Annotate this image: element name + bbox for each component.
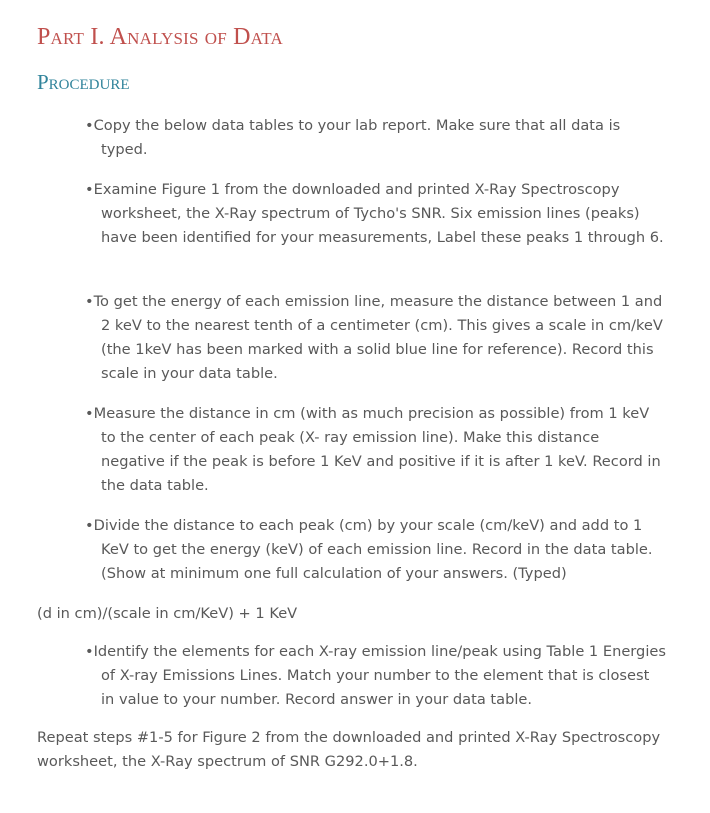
bullet: • [85, 181, 94, 198]
list-item [76, 402, 666, 498]
list-item [76, 178, 666, 250]
step-text: Copy the below data tables to your lab report. Make sure that all data is typed. [93, 117, 621, 158]
list-item [76, 114, 666, 162]
bullet: • [85, 517, 94, 534]
bullet: • [85, 117, 94, 134]
page-heading: Part I. Analysis of Data [37, 24, 283, 50]
bullet: • [85, 643, 94, 660]
step-text: Measure the distance in cm (with as much precision as possible) from 1 keV to the center of each peak (X- ray emission line). Make this distance negative if the peak is before 1 KeV and positive if it is after 1 keV. Record in the data table. [93, 405, 661, 494]
step-text: Identify the elements for each X-ray emission line/peak using Table 1 Energies of X-ray Emissions Lines. Match your number to the element that is closest in value to your number. Record answer in your data table. [93, 643, 666, 708]
section-heading: Procedure [37, 70, 130, 94]
closing-paragraph: Repeat steps #1-5 for Figure 2 from the downloaded and printed X-Ray Spectroscopy worksheet, the X-Ray spectrum of SNR G292.0+1.8. [37, 729, 661, 770]
step-text: Divide the distance to each peak (cm) by your scale (cm/keV) and add to 1 KeV to get the energy (keV) of each emission line. Record in the data table. (Show at minimum one full calculation of your answers. (Typed) [93, 517, 653, 582]
step-text: To get the energy of each emission line, measure the distance between 1 and 2 keV to the nearest tenth of a centimeter (cm). This gives a scale in cm/keV (the 1keV has been marked with a solid blue line for reference). Record this scale in your data table. [93, 293, 663, 382]
list-item [76, 640, 666, 712]
bullet: • [85, 293, 94, 310]
list-item [76, 290, 666, 386]
step-text: Examine Figure 1 from the downloaded and printed X-Ray Spectroscopy worksheet, the X-Ray spectrum of Tycho's SNR. Six emission lines (peaks) have been identified for your measurements, Label these peaks 1 through 6. [93, 181, 664, 246]
bullet: • [85, 405, 94, 422]
list-item [76, 514, 666, 586]
formula-line: (d in cm)/(scale in cm/KeV) + 1 KeV [37, 605, 298, 622]
